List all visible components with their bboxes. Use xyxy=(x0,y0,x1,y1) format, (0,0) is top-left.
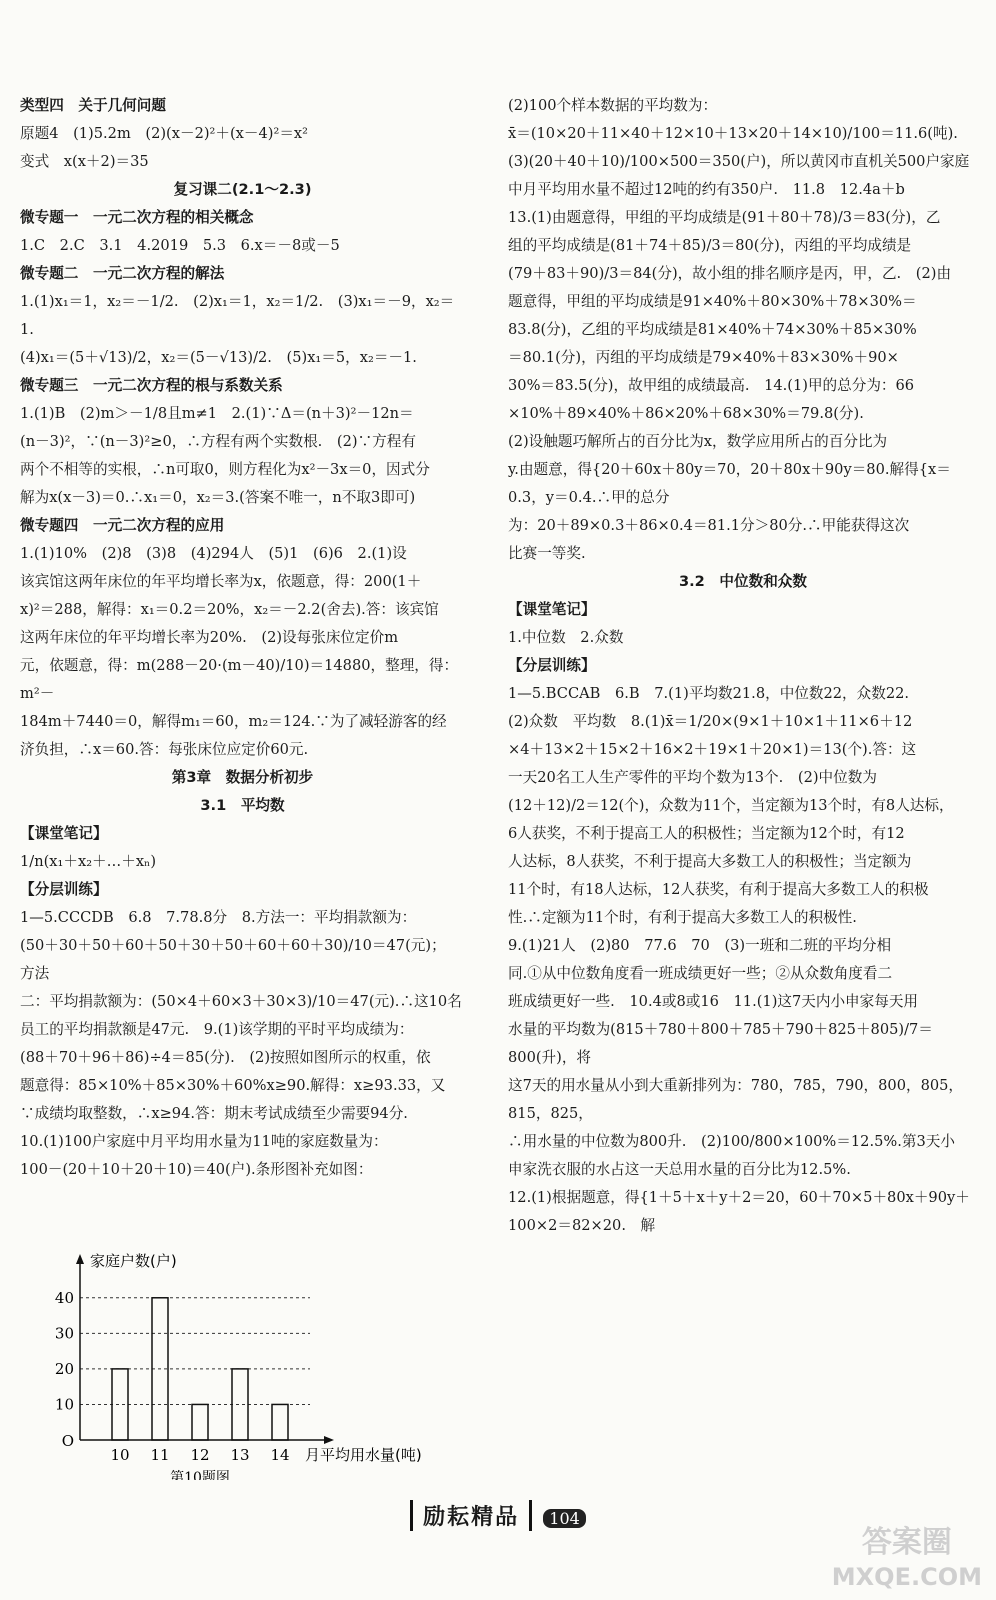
right-line: ＝80.1(分)，丙组的平均成绩是79×40%＋83×30%＋90× xyxy=(508,349,899,366)
left-line: 1.(1)B (2)m＞－1/8且m≠1 2.(1)∵Δ＝(n＋3)²－12n＝ xyxy=(20,405,414,422)
right-line: (79＋83＋90)/3＝84(分)，故小组的排名顺序是丙，甲，乙. (2)由 xyxy=(508,265,952,282)
right-line: 比赛一等奖. xyxy=(508,545,586,562)
right-line: 中月平均用水量不超过12吨的约有350户. 11.8 12.4a＋b xyxy=(508,181,905,198)
left-line: 两个不相等的实根，∴n可取0，则方程化为x²－3x＝0，因式分 xyxy=(20,461,430,478)
right-line: (2)设触题巧解所占的百分比为x，数学应用所占的百分比为 xyxy=(508,433,888,450)
right-line: 【分层训练】 xyxy=(508,657,596,674)
left-line: 员工的平均捐款额是47元. 9.(1)该学期的平时平均成绩为： xyxy=(20,1021,414,1038)
left-line: 【课堂笔记】 xyxy=(20,825,108,842)
left-line: (88＋70＋96＋86)÷4＝85(分). (2)按照如图所示的权重，依 xyxy=(20,1049,431,1066)
right-line: (3)(20＋40＋10)/100×500＝350(户)，所以黄冈市直机关500户家庭 xyxy=(508,153,970,170)
left-line: 10.(1)100户家庭中月平均用水量为11吨的家庭数量为： xyxy=(20,1133,388,1150)
right-line: x̄＝(10×20＋11×40＋12×10＋13×20＋14×10)/100＝11.6(吨). xyxy=(508,125,958,142)
y-axis-label: 家庭户数(户) xyxy=(90,1252,177,1270)
right-line: ∴用水量的中位数为800升. (2)100/800×100%＝12.5%.第3天小 xyxy=(508,1133,955,1150)
y-tick-label: 20 xyxy=(54,1359,74,1378)
right-line: (2)众数 平均数 8.(1)x̄＝1/20×(9×1＋10×1＋11×6＋12 xyxy=(508,713,913,730)
left-line: (50＋30＋50＋60＋50＋30＋50＋60＋60＋30)/10＝47(元)； 方法 xyxy=(20,937,453,982)
right-line: 班成绩更好一些. 10.4或8或16 11.(1)这7天内小申家每天用 xyxy=(508,993,919,1010)
bar-13 xyxy=(232,1369,248,1440)
right-column xyxy=(508,92,978,1240)
right-line: 申家洗衣服的水占这一天总用水量的百分比为12.5%. xyxy=(508,1161,851,1178)
right-line: (12＋12)/2＝12(个)，众数为11个，当定额为13个时，有8人达标， xyxy=(508,797,954,814)
y-tick-label: 10 xyxy=(54,1395,74,1414)
left-line: 1/n(x₁＋x₂＋…＋xₙ) xyxy=(20,853,157,870)
watermark-line2: MXQE.COM xyxy=(831,1563,982,1591)
right-line: ×10%＋89×40%＋86×20%＋68×30%＝79.8(分). xyxy=(508,405,864,422)
left-line: 元，依题意，得：m(288－20·(m－40)/10)＝14880，整理，得：m²－ xyxy=(20,657,459,702)
right-line: 30%＝83.5(分)，故甲组的成绩最高. 14.(1)甲的总分为：66 xyxy=(508,377,915,394)
right-line: 一天20名工人生产零件的平均个数为13个. (2)中位数为 xyxy=(508,769,877,786)
right-line: 这7天的用水量从小到大重新排列为：780，785，790，800，805，815，825， xyxy=(508,1077,964,1122)
right-line: 同.①从中位数角度看一班成绩更好一些；②从众数角度看二 xyxy=(508,965,893,982)
x-tick-label: 10 xyxy=(110,1446,130,1464)
x-axis-arrow xyxy=(324,1436,334,1444)
left-line: 变式 x(x＋2)＝35 xyxy=(20,153,149,170)
right-line: 水量的平均数为(815＋780＋800＋785＋790＋825＋805)/7＝800(升)，将 xyxy=(508,1021,933,1066)
x-tick-label: 13 xyxy=(230,1446,250,1464)
right-line: 组的平均成绩是(81＋74＋85)/3＝80(分)，丙组的平均成绩是 xyxy=(508,237,912,254)
left-line: 解为x(x－3)＝0.∴x₁＝0，x₂＝3.(答案不唯一，n不取3即可) xyxy=(20,489,416,506)
y-tick-label: 40 xyxy=(54,1288,74,1307)
left-line: (n－3)²，∵(n－3)²≥0，∴方程有两个实数根. (2)∵方程有 xyxy=(20,433,416,450)
left-line: 微专题二 一元二次方程的解法 xyxy=(20,265,225,282)
chart-caption: 第10题图 xyxy=(170,1470,230,1480)
right-line: 【课堂笔记】 xyxy=(508,601,596,618)
chart-svg xyxy=(20,1250,465,1480)
right-line: 12.(1)根据题意，得{1＋5＋x＋y＋2＝20，60＋70×5＋80x＋90y＋100×2＝82×20. 解 xyxy=(508,1189,970,1234)
left-line: 类型四 关于几何问题 xyxy=(20,97,166,114)
watermark xyxy=(832,1526,982,1594)
bar-14 xyxy=(272,1404,288,1440)
right-line: 人达标，8人获奖，不利于提高大多数工人的积极性；当定额为 xyxy=(508,853,912,870)
left-line: 184m＋7440＝0，解得m₁＝60，m₂＝124.∵为了减轻游客的经 xyxy=(20,713,447,730)
right-line: (2)100个样本数据的平均数为： xyxy=(508,97,718,114)
brand-logo: 励耘精品 xyxy=(410,1500,532,1531)
water-usage-bar-chart xyxy=(20,1250,465,1480)
left-line: 【分层训练】 xyxy=(20,881,108,898)
right-line: 性.∴定额为11个时，有利于提高大多数工人的积极性. xyxy=(508,909,857,926)
origin-label: O xyxy=(61,1432,74,1450)
y-tick-label: 30 xyxy=(54,1324,74,1343)
left-line: 二：平均捐款额为：(50×4＋60×3＋30×3)/10＝47(元).∴这10名 xyxy=(20,993,462,1010)
left-line: 第3章 数据分析初步 xyxy=(171,769,314,786)
left-line: ∵成绩均取整数，∴x≥94.答：期末考试成绩至少需要94分. xyxy=(20,1105,408,1122)
x-axis-label: 月平均用水量(吨) xyxy=(305,1446,422,1464)
left-line: 1.(1)x₁＝1，x₂＝－1/2. (2)x₁＝1，x₂＝1/2. (3)x₁＝－9，x₂＝1. xyxy=(20,293,455,338)
right-line: 13.(1)由题意得，甲组的平均成绩是(91＋80＋78)/3＝83(分)，乙 xyxy=(508,209,941,226)
right-line: ×4＋13×2＋15×2＋16×2＋19×1＋20×1)＝13(个).答：这 xyxy=(508,741,917,758)
left-line: 3.1 平均数 xyxy=(200,797,285,814)
left-line: 该宾馆这两年床位的年平均增长率为x，依题意，得：200(1＋ xyxy=(20,573,422,590)
right-line: 1.中位数 2.众数 xyxy=(508,629,624,646)
x-tick-label: 12 xyxy=(190,1446,210,1464)
right-line: 题意得，甲组的平均成绩是91×40%＋80×30%＋78×30%＝ xyxy=(508,293,917,310)
y-axis-arrow xyxy=(76,1254,84,1264)
left-column xyxy=(20,92,465,1184)
right-line: 9.(1)21人 (2)80 77.6 70 (3)一班和二班的平均分相 xyxy=(508,937,892,954)
page-number: 104 xyxy=(543,1509,586,1528)
left-line: 100－(20＋10＋20＋10)＝40(户).条形图补充如图： xyxy=(20,1161,373,1178)
watermark-line1: 答案圈 xyxy=(861,1525,952,1560)
x-tick-label: 14 xyxy=(270,1446,290,1464)
bar-10 xyxy=(112,1369,128,1440)
right-line: 3.2 中位数和众数 xyxy=(678,573,807,590)
right-line: 11个时，有18人达标，12人获奖，有利于提高大多数工人的积极 xyxy=(508,881,929,898)
left-line: 原题4 (1)5.2m (2)(x－2)²＋(x－4)²＝x² xyxy=(20,125,309,142)
left-line: 微专题三 一元二次方程的根与系数关系 xyxy=(20,377,283,394)
left-line: 1—5.CCCDB 6.8 7.78.8分 8.方法一：平均捐款额为： xyxy=(20,909,417,926)
right-line: 为：20＋89×0.3＋86×0.4＝81.1分＞80分.∴甲能获得这次 xyxy=(508,517,910,534)
right-line: 1—5.BCCAB 6.B 7.(1)平均数21.8，中位数22，众数22. xyxy=(508,685,910,702)
right-line: 83.8(分)，乙组的平均成绩是81×40%＋74×30%＋85×30% xyxy=(508,321,917,338)
left-line: 题意得：85×10%＋85×30%＋60%x≥90.解得：x≥93.33，又 xyxy=(20,1077,446,1094)
bar-12 xyxy=(192,1404,208,1440)
left-line: 微专题一 一元二次方程的相关概念 xyxy=(20,209,254,226)
left-line: (4)x₁＝(5＋√13)/2，x₂＝(5－√13)/2. (5)x₁＝5，x₂＝－1. xyxy=(20,349,417,366)
left-line: x)²＝288，解得：x₁＝0.2＝20%，x₂＝－2.2(舍去).答：该宾馆 xyxy=(20,601,439,618)
left-line: 复习课二(2.1～2.3) xyxy=(173,181,312,198)
x-tick-label: 11 xyxy=(150,1446,170,1464)
right-line: y.由题意，得{20＋60x＋80y＝70，20＋80x＋90y＝80.解得{x＝0.3，y＝0.4.∴甲的总分 xyxy=(508,461,951,506)
right-line: 6人获奖，不利于提高工人的积极性；当定额为12个时，有12 xyxy=(508,825,905,842)
left-line: 这两年床位的年平均增长率为20%. (2)设每张床位定价m xyxy=(20,629,399,646)
left-line: 微专题四 一元二次方程的应用 xyxy=(20,517,225,534)
left-line: 1.(1)10% (2)8 (3)8 (4)294人 (5)1 (6)6 2.(1)设 xyxy=(20,545,407,562)
left-line: 济负担，∴x＝60.答：每张床位应定价60元. xyxy=(20,741,309,758)
left-line: 1.C 2.C 3.1 4.2019 5.3 6.x＝－8或－5 xyxy=(20,237,340,254)
